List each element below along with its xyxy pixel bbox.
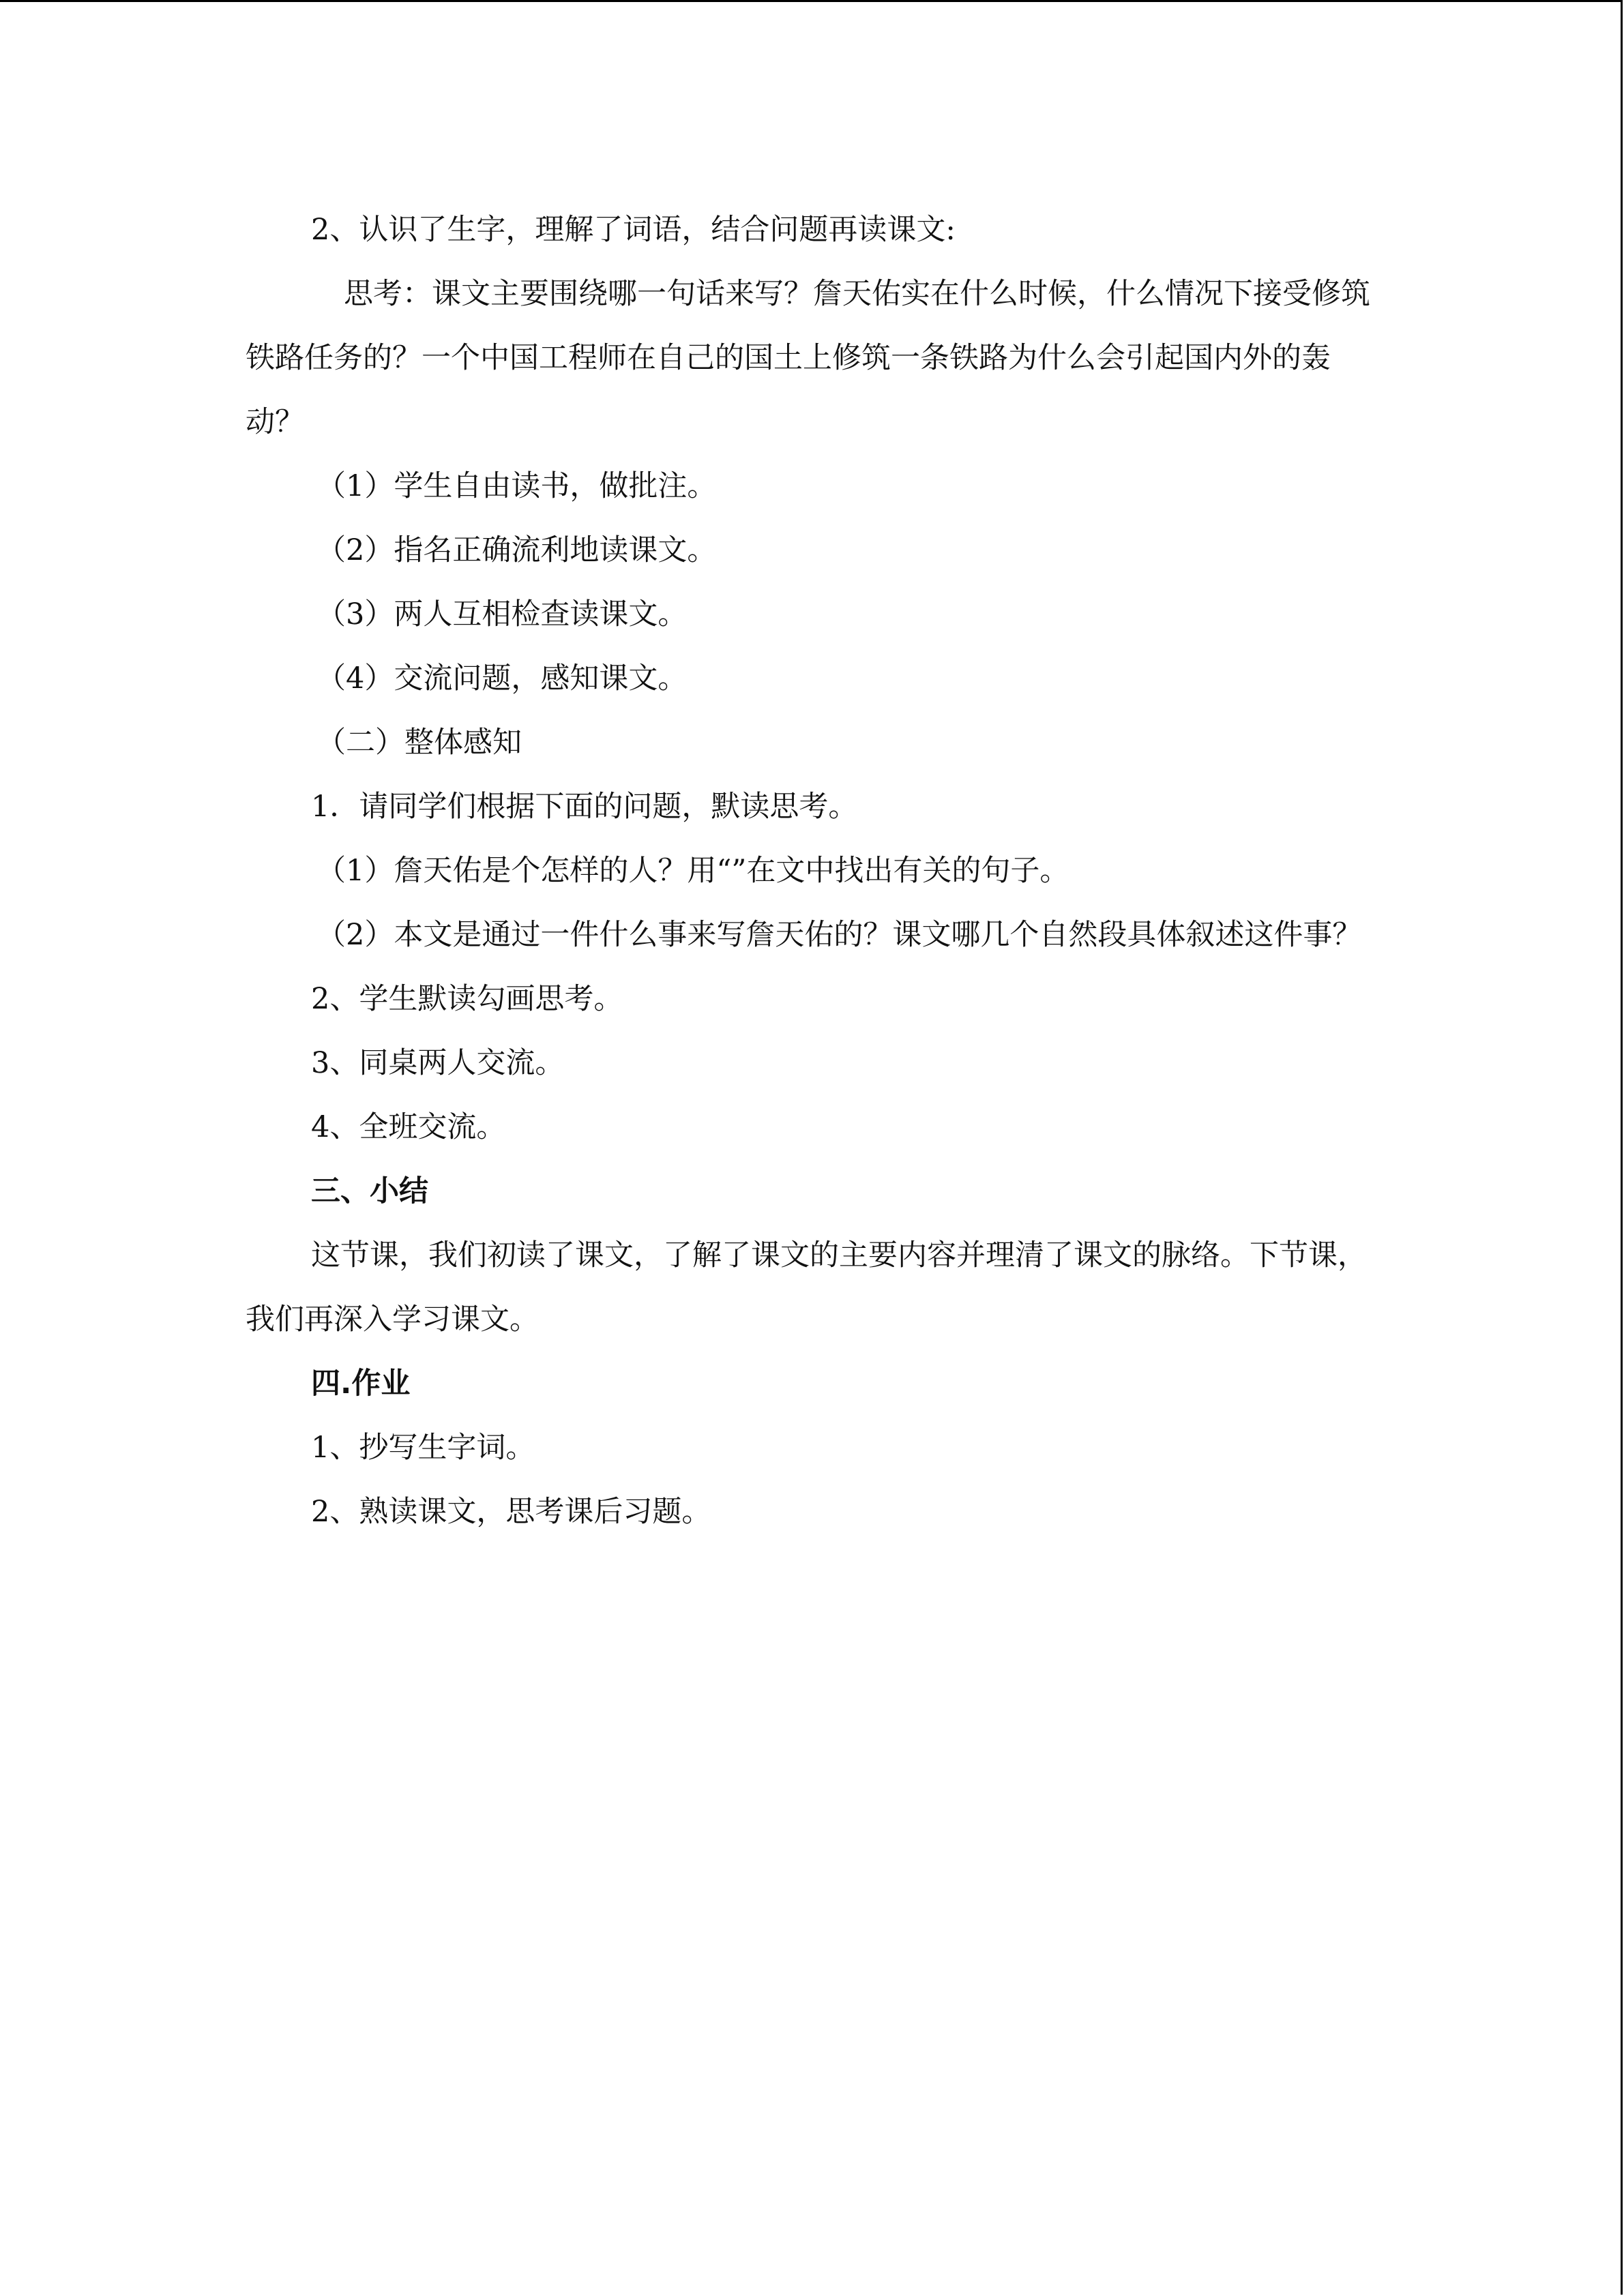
sub-step-1: （1）学生自由读书，做批注。 <box>316 469 717 503</box>
think-question: 思考：课文主要围绕哪一句话来写？詹天佑实在什么时候，什么情况下接受修筑铁路任务的？一个中国工程师在自己的国土上修筑一条铁路为什么会引起国内外的轰动？ <box>246 277 1370 439</box>
perception-step-3: 3、同桌两人交流。 <box>311 1046 565 1080</box>
sub-step-2: （2）指名正确流利地读课文。 <box>316 533 717 567</box>
homework-item-2: 2、熟读课文，思考课后习题。 <box>311 1495 711 1529</box>
sub-step-4: （4）交流问题，感知课文。 <box>316 661 688 696</box>
perception-step-1: 1．请同学们根据下面的问题，默读思考。 <box>311 790 858 824</box>
section-overall-perception: （二）整体感知 <box>316 726 522 760</box>
perception-step-4: 4、全班交流。 <box>311 1110 506 1144</box>
perception-question-1: （1）詹天佑是个怎样的人？用“”在文中找出有关的句子。 <box>316 854 1069 888</box>
summary-text: 这节课，我们初读了课文，了解了课文的主要内容并理清了课文的脉络。下节课，我们再深入学习课文。 <box>246 1238 1367 1337</box>
heading-homework: 四.作业 <box>311 1367 411 1401</box>
perception-question-2: （2）本文是通过一件什么事来写詹天佑的？课文哪几个自然段具体叙述这件事？ <box>316 918 1362 952</box>
sub-step-3: （3）两人互相检查读课文。 <box>316 597 688 631</box>
perception-step-2: 2、学生默读勾画思考。 <box>311 982 623 1016</box>
step-2-reread: 2、认识了生字，理解了词语，结合问题再读课文: <box>311 213 956 247</box>
heading-summary: 三、小结 <box>311 1174 428 1208</box>
document-body <box>246 198 1378 1544</box>
homework-item-1: 1、抄写生字词。 <box>311 1431 535 1465</box>
